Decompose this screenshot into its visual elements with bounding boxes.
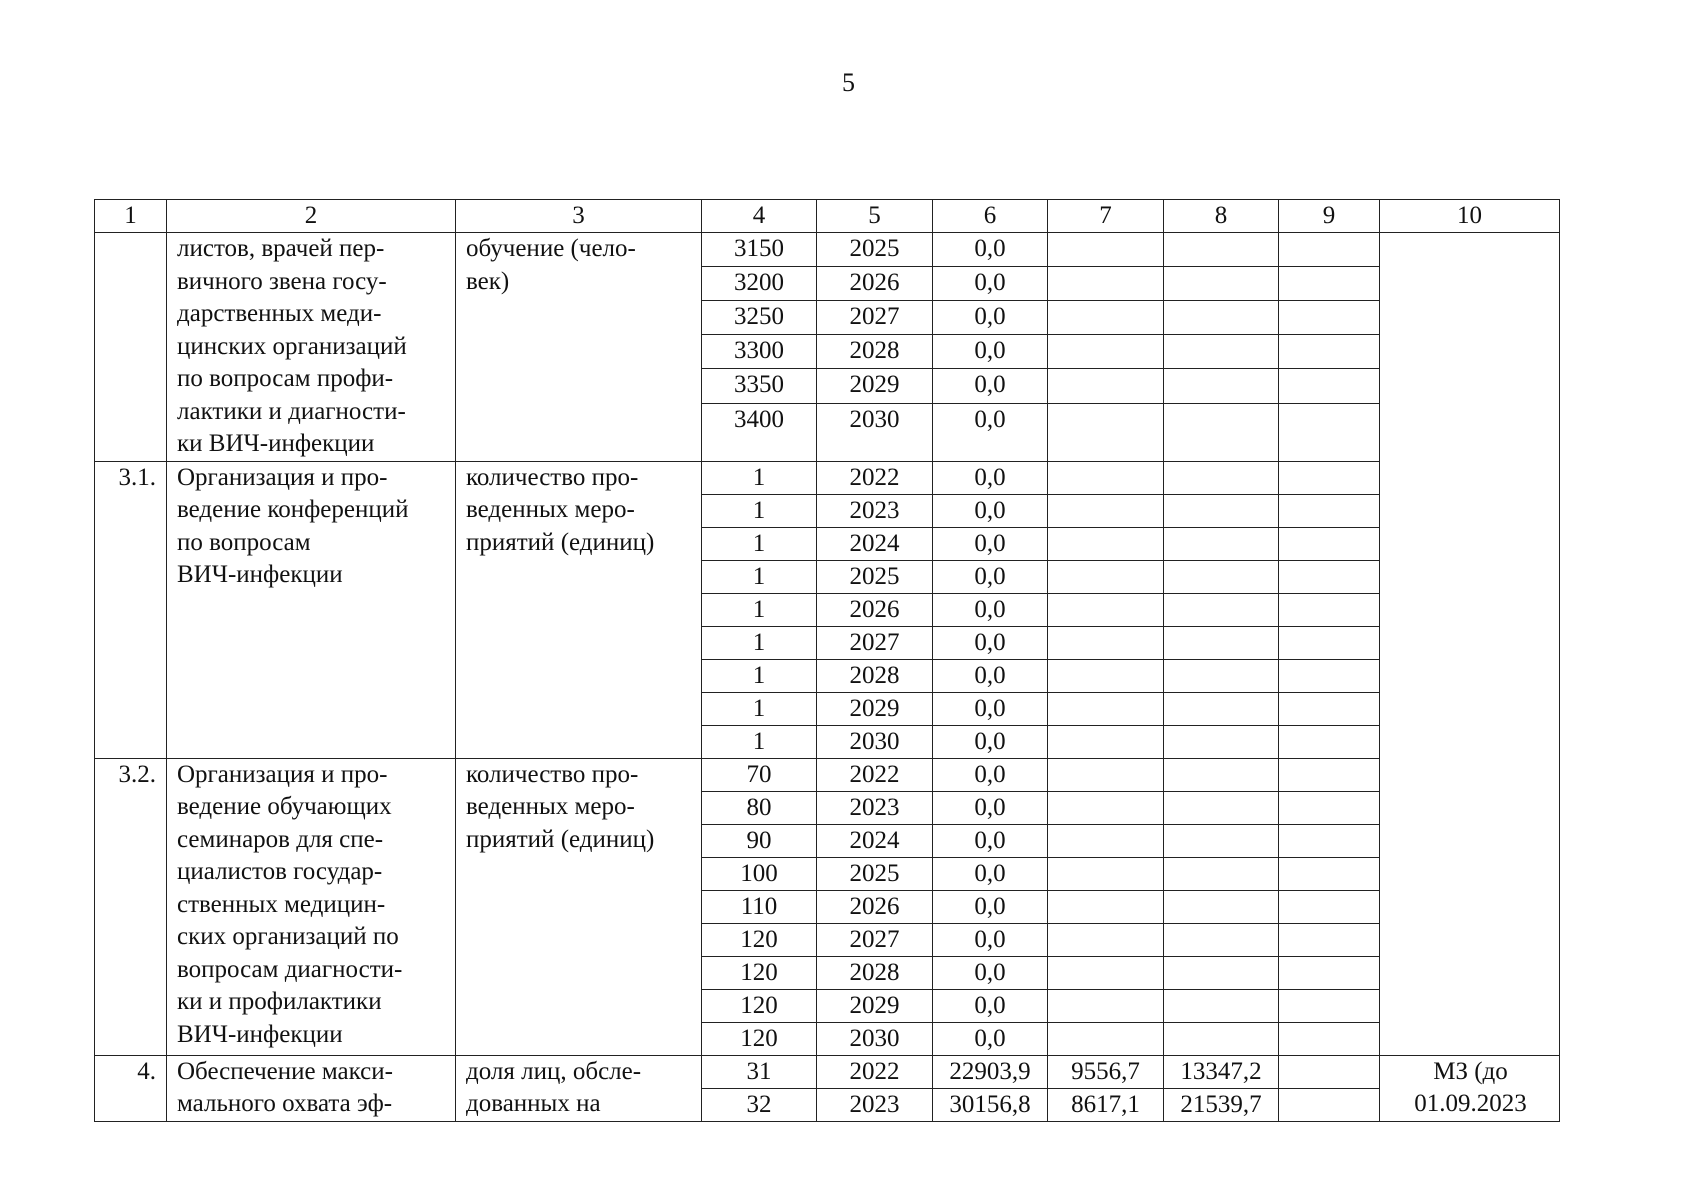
- measure-name-line: семинаров для спе-: [177, 825, 384, 853]
- measure-name-line: Организация и про-: [177, 463, 388, 491]
- funding-col-8: [1164, 560, 1279, 593]
- funding-col-8: [1164, 758, 1279, 791]
- item-number: 4.: [95, 1055, 167, 1121]
- year: 2029: [817, 692, 933, 725]
- funding-total: 0,0: [933, 956, 1048, 989]
- program-table: [94, 199, 1560, 1122]
- year: 2028: [817, 659, 933, 692]
- funding-col-7: [1048, 956, 1164, 989]
- funding-col-8: [1164, 233, 1279, 267]
- year: 2024: [817, 824, 933, 857]
- funding-col-7: [1048, 335, 1164, 369]
- measure-name-line: ских организаций по: [177, 923, 399, 950]
- measure-name-line: ведение обучающих: [177, 793, 392, 820]
- funding-total: 0,0: [933, 335, 1048, 369]
- col-num-9: 9: [1279, 200, 1380, 233]
- funding-total: 0,0: [933, 890, 1048, 923]
- col-num-4: 4: [702, 200, 817, 233]
- year: 2026: [817, 593, 933, 626]
- year: 2030: [817, 403, 933, 461]
- funding-col-9: [1279, 461, 1380, 494]
- funding-total: 0,0: [933, 659, 1048, 692]
- funding-col-8: [1164, 527, 1279, 560]
- page-number: 5: [842, 68, 855, 97]
- funding-total: 0,0: [933, 494, 1048, 527]
- funding-total: 0,0: [933, 824, 1048, 857]
- funding-col-9: [1279, 923, 1380, 956]
- funding-col-8: [1164, 593, 1279, 626]
- funding-col-7: [1048, 267, 1164, 301]
- measure-name-line: дарственных меди-: [177, 300, 382, 327]
- funding-col-7: [1048, 461, 1164, 494]
- funding-col-9: [1279, 403, 1380, 461]
- funding-col-7: 9556,7: [1048, 1055, 1164, 1088]
- measure-name-line: листов, врачей пер-: [177, 235, 385, 262]
- funding-total: 0,0: [933, 857, 1048, 890]
- funding-col-8: [1164, 335, 1279, 369]
- funding-col-7: [1048, 626, 1164, 659]
- measure-name-line: циалистов государ-: [177, 858, 383, 885]
- year: 2025: [817, 857, 933, 890]
- measure-name-line: Организация и про-: [177, 760, 388, 788]
- funding-col-8: 13347,2: [1164, 1055, 1279, 1088]
- funding-col-8: [1164, 659, 1279, 692]
- executor-cell: [1380, 1055, 1560, 1121]
- indicator-name: [456, 233, 702, 462]
- target-value: 1: [702, 725, 817, 758]
- indicator-line: век): [466, 267, 510, 295]
- funding-total: 0,0: [933, 527, 1048, 560]
- year: 2025: [817, 560, 933, 593]
- target-value: 3350: [702, 369, 817, 403]
- funding-col-9: [1279, 560, 1380, 593]
- target-value: 120: [702, 956, 817, 989]
- measure-name-line: вопросам диагности-: [177, 955, 403, 983]
- funding-col-7: [1048, 403, 1164, 461]
- funding-col-8: [1164, 857, 1279, 890]
- target-value: 1: [702, 692, 817, 725]
- funding-total: 0,0: [933, 403, 1048, 461]
- funding-total: 0,0: [933, 758, 1048, 791]
- col-num-1: 1: [95, 200, 167, 233]
- indicator-line: дованных на: [466, 1090, 601, 1117]
- funding-col-7: [1048, 923, 1164, 956]
- year: 2023: [817, 1088, 933, 1121]
- item-number: 3.2.: [95, 758, 167, 1055]
- funding-col-8: [1164, 725, 1279, 758]
- funding-col-9: [1279, 369, 1380, 403]
- year: 2023: [817, 494, 933, 527]
- funding-col-9: [1279, 335, 1380, 369]
- funding-col-9: [1279, 626, 1380, 659]
- measure-name-line: ВИЧ-инфекции: [177, 1020, 343, 1048]
- funding-col-8: [1164, 369, 1279, 403]
- measure-name-line: цинских организаций: [177, 332, 407, 360]
- funding-col-8: [1164, 692, 1279, 725]
- funding-col-7: [1048, 1022, 1164, 1055]
- target-value: 1: [702, 560, 817, 593]
- funding-col-7: [1048, 369, 1164, 403]
- target-value: 80: [702, 791, 817, 824]
- column-number-row: [95, 200, 1560, 233]
- funding-col-8: [1164, 791, 1279, 824]
- funding-col-8: [1164, 626, 1279, 659]
- funding-col-8: [1164, 890, 1279, 923]
- target-value: 1: [702, 461, 817, 494]
- year: 2030: [817, 725, 933, 758]
- target-value: 120: [702, 989, 817, 1022]
- funding-total: 0,0: [933, 923, 1048, 956]
- funding-total: 0,0: [933, 791, 1048, 824]
- funding-total: 0,0: [933, 692, 1048, 725]
- funding-col-9: [1279, 267, 1380, 301]
- measure-name-line: лактики и диагности-: [177, 397, 406, 425]
- measure-name-line: ки и профилактики: [177, 988, 382, 1015]
- funding-total: 0,0: [933, 301, 1048, 335]
- item-number: 3.1.: [95, 461, 167, 758]
- target-value: 3200: [702, 267, 817, 301]
- year: 2027: [817, 626, 933, 659]
- indicator-line: приятий (единиц): [466, 528, 655, 556]
- measure-name-line: ВИЧ-инфекции: [177, 561, 343, 588]
- target-value: 31: [702, 1055, 817, 1088]
- measure-name: [167, 758, 456, 1055]
- indicator-line: веденных меро-: [466, 496, 635, 523]
- funding-col-9: [1279, 857, 1380, 890]
- funding-col-9: [1279, 1055, 1380, 1088]
- target-value: 1: [702, 626, 817, 659]
- measure-name-line: ственных медицин-: [177, 890, 386, 918]
- funding-col-7: [1048, 989, 1164, 1022]
- measure-name-line: Обеспечение макси-: [177, 1057, 393, 1085]
- funding-col-8: [1164, 301, 1279, 335]
- target-value: 1: [702, 593, 817, 626]
- funding-col-9: [1279, 824, 1380, 857]
- funding-col-7: [1048, 791, 1164, 824]
- funding-col-7: [1048, 494, 1164, 527]
- funding-col-7: [1048, 593, 1164, 626]
- funding-col-9: [1279, 758, 1380, 791]
- funding-total: 0,0: [933, 560, 1048, 593]
- funding-total: 0,0: [933, 461, 1048, 494]
- table-row: [95, 461, 1560, 494]
- funding-total: 0,0: [933, 267, 1048, 301]
- year: 2025: [817, 233, 933, 267]
- year: 2028: [817, 956, 933, 989]
- funding-col-7: [1048, 301, 1164, 335]
- funding-col-8: [1164, 824, 1279, 857]
- year: 2027: [817, 923, 933, 956]
- measure-name-line: по вопросам профи-: [177, 365, 394, 392]
- funding-col-7: [1048, 692, 1164, 725]
- indicator-line: обучение (чело-: [466, 235, 636, 262]
- table-row: [95, 233, 1560, 267]
- table-row: [95, 758, 1560, 791]
- funding-col-7: [1048, 758, 1164, 791]
- year: 2028: [817, 335, 933, 369]
- indicator-line: количество про-: [466, 760, 639, 788]
- year: 2022: [817, 758, 933, 791]
- measure-name-line: по вопросам: [177, 528, 311, 556]
- funding-col-7: [1048, 659, 1164, 692]
- indicator-name: [456, 461, 702, 758]
- funding-col-9: [1279, 989, 1380, 1022]
- col-num-6: 6: [933, 200, 1048, 233]
- executor-cell: [1380, 233, 1560, 1056]
- target-value: 3300: [702, 335, 817, 369]
- measure-name-line: ки ВИЧ-инфекции: [177, 430, 375, 457]
- year: 2029: [817, 369, 933, 403]
- measure-name: [167, 461, 456, 758]
- col-num-8: 8: [1164, 200, 1279, 233]
- measure-name: [167, 233, 456, 462]
- executor-line: 01.09.2023: [1414, 1090, 1527, 1117]
- funding-col-9: [1279, 890, 1380, 923]
- target-value: 32: [702, 1088, 817, 1121]
- funding-col-9: [1279, 692, 1380, 725]
- year: 2029: [817, 989, 933, 1022]
- indicator-line: приятий (единиц): [466, 825, 655, 853]
- col-num-7: 7: [1048, 200, 1164, 233]
- measure-name-line: мального охвата эф-: [177, 1090, 393, 1117]
- funding-col-8: [1164, 956, 1279, 989]
- measure-name: [167, 1055, 456, 1121]
- indicator-line: доля лиц, обсле-: [466, 1057, 642, 1085]
- funding-col-9: [1279, 494, 1380, 527]
- funding-total: 0,0: [933, 989, 1048, 1022]
- item-number: [95, 233, 167, 462]
- funding-col-9: [1279, 527, 1380, 560]
- funding-col-9: [1279, 301, 1380, 335]
- year: 2027: [817, 301, 933, 335]
- funding-col-8: [1164, 923, 1279, 956]
- indicator-name: [456, 758, 702, 1055]
- target-value: 90: [702, 824, 817, 857]
- funding-col-7: 8617,1: [1048, 1088, 1164, 1121]
- funding-col-8: [1164, 267, 1279, 301]
- funding-total: 0,0: [933, 626, 1048, 659]
- funding-col-9: [1279, 233, 1380, 267]
- funding-total: 0,0: [933, 725, 1048, 758]
- funding-total: 0,0: [933, 233, 1048, 267]
- year: 2023: [817, 791, 933, 824]
- target-value: 3250: [702, 301, 817, 335]
- target-value: 3400: [702, 403, 817, 461]
- funding-total: 0,0: [933, 1022, 1048, 1055]
- year: 2024: [817, 527, 933, 560]
- target-value: 120: [702, 923, 817, 956]
- funding-col-8: [1164, 1022, 1279, 1055]
- funding-col-7: [1048, 527, 1164, 560]
- target-value: 110: [702, 890, 817, 923]
- measure-name-line: вичного звена госу-: [177, 267, 387, 295]
- year: 2022: [817, 461, 933, 494]
- funding-col-8: 21539,7: [1164, 1088, 1279, 1121]
- funding-col-9: [1279, 791, 1380, 824]
- executor-line: МЗ (до: [1433, 1057, 1508, 1085]
- funding-col-7: [1048, 890, 1164, 923]
- funding-col-8: [1164, 461, 1279, 494]
- year: 2026: [817, 890, 933, 923]
- target-value: 1: [702, 494, 817, 527]
- funding-col-8: [1164, 494, 1279, 527]
- indicator-line: количество про-: [466, 463, 639, 491]
- funding-col-7: [1048, 824, 1164, 857]
- funding-total: 0,0: [933, 369, 1048, 403]
- funding-col-7: [1048, 560, 1164, 593]
- col-num-5: 5: [817, 200, 933, 233]
- funding-col-7: [1048, 857, 1164, 890]
- funding-col-9: [1279, 659, 1380, 692]
- col-num-2: 2: [167, 200, 456, 233]
- year: 2026: [817, 267, 933, 301]
- funding-col-9: [1279, 1088, 1380, 1121]
- funding-total: 30156,8: [933, 1088, 1048, 1121]
- funding-total: 22903,9: [933, 1055, 1048, 1088]
- funding-col-8: [1164, 989, 1279, 1022]
- table-row: [95, 1055, 1560, 1088]
- funding-col-9: [1279, 593, 1380, 626]
- year: 2030: [817, 1022, 933, 1055]
- funding-col-9: [1279, 1022, 1380, 1055]
- target-value: 100: [702, 857, 817, 890]
- indicator-name: [456, 1055, 702, 1121]
- funding-total: 0,0: [933, 593, 1048, 626]
- funding-col-9: [1279, 725, 1380, 758]
- measure-name-line: ведение конференций: [177, 496, 409, 523]
- funding-col-8: [1164, 403, 1279, 461]
- target-value: 1: [702, 659, 817, 692]
- target-value: 1: [702, 527, 817, 560]
- funding-col-9: [1279, 956, 1380, 989]
- col-num-3: 3: [456, 200, 702, 233]
- year: 2022: [817, 1055, 933, 1088]
- funding-col-7: [1048, 233, 1164, 267]
- target-value: 120: [702, 1022, 817, 1055]
- target-value: 70: [702, 758, 817, 791]
- indicator-line: веденных меро-: [466, 793, 635, 820]
- col-num-10: 10: [1380, 200, 1560, 233]
- target-value: 3150: [702, 233, 817, 267]
- funding-col-7: [1048, 725, 1164, 758]
